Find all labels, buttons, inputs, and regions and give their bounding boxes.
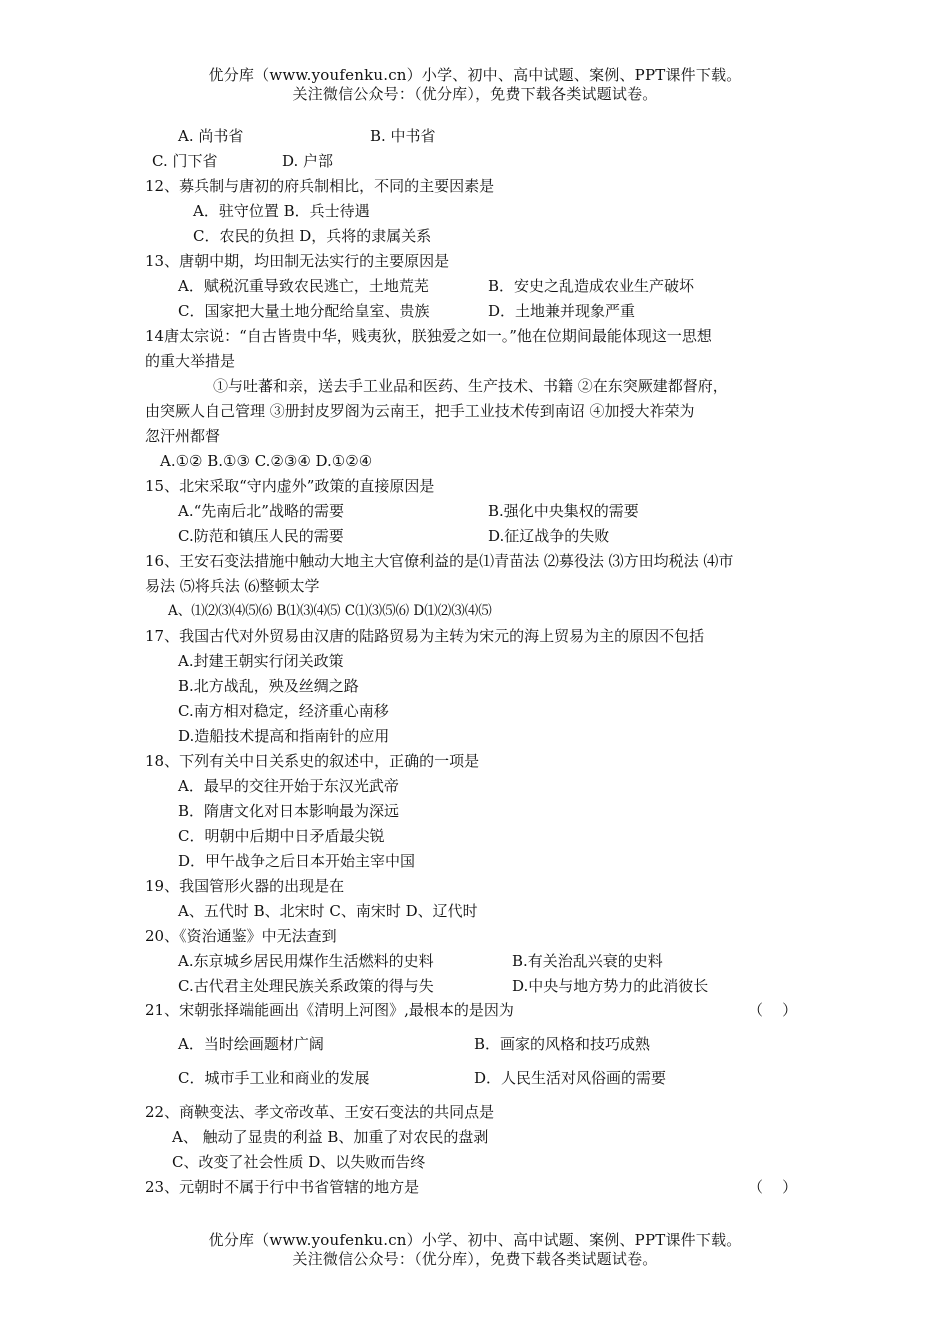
q11-option-c: C. 门下省 — [152, 152, 218, 170]
q18-option-d: D．甲午战争之后日本开始主宰中国 — [178, 852, 416, 870]
q16-stem-line-2: 易法 ⑸将兵法 ⑹整顿太学 — [145, 577, 320, 595]
q18-option-a: A．最早的交往开始于东汉光武帝 — [178, 777, 399, 795]
q14-stem-line-2: 的重大举措是 — [145, 352, 236, 370]
q11-option-b: B. 中书省 — [370, 127, 436, 145]
page-header-line-1: 优分库（www.youfenku.cn）小学、初中、高中试题、案例、PPT课件下载。 — [208, 66, 742, 84]
q17-option-d: D.造船技术提高和指南针的应用 — [178, 727, 390, 745]
q23-answer-blank: （ ） — [748, 1178, 798, 1196]
q20-option-c: C.古代君主处理民族关系政策的得与失 — [178, 977, 434, 995]
q16-stem-line-1: 16、王安石变法措施中触动大地主大官僚利益的是⑴青苗法 ⑵募役法 ⑶方田均税法 ⑷市 — [145, 552, 734, 570]
page-footer-line-1: 优分库（www.youfenku.cn）小学、初中、高中试题、案例、PPT课件下载。 — [208, 1231, 742, 1249]
q20-option-a: A.东京城乡居民用煤作生活燃料的史料 — [178, 952, 434, 970]
q17-option-b: B.北方战乱，殃及丝绸之路 — [178, 677, 359, 695]
q11-option-d: D. 户部 — [282, 152, 334, 170]
q13-stem: 13、唐朝中期，均田制无法实行的主要原因是 — [145, 252, 450, 270]
q15-option-c: C.防范和镇压人民的需要 — [178, 527, 344, 545]
q17-option-c: C.南方相对稳定，经济重心南移 — [178, 702, 389, 720]
q23-stem: 23、元朝时不属于行中书省管辖的地方是 — [145, 1178, 420, 1196]
q14-options: A.①② B.①③ C.②③④ D.①②④ — [160, 452, 373, 470]
page-footer-line-2: 关注微信公众号：（优分库），免费下载各类试题试卷。 — [292, 1250, 658, 1268]
q21-option-c: C．城市手工业和商业的发展 — [178, 1069, 370, 1087]
q18-stem: 18、下列有关中日关系史的叙述中，正确的一项是 — [145, 752, 480, 770]
q17-stem: 17、我国古代对外贸易由汉唐的陆路贸易为主转为宋元的海上贸易为主的原因不包括 — [145, 627, 705, 645]
q13-option-a: A．赋税沉重导致农民逃亡，土地荒芜 — [178, 277, 429, 295]
q14-items-line-3: 忽汗州都督 — [145, 427, 221, 445]
q15-stem: 15、北宋采取“守内虚外”政策的直接原因是 — [145, 477, 435, 495]
q17-option-a: A.封建王朝实行闭关政策 — [178, 652, 344, 670]
q21-option-a: A．当时绘画题材广阔 — [178, 1035, 324, 1053]
q14-items-line-2: 由突厥人自己管理 ③册封皮罗阁为云南王，把手工业技术传到南诏 ④加授大祚荣为 — [145, 402, 695, 420]
q22-options-ab: A、 触动了显贵的利益 B、加重了对农民的盘剥 — [172, 1128, 489, 1146]
q22-stem: 22、商鞅变法、孝文帝改革、王安石变法的共同点是 — [145, 1103, 495, 1121]
q19-options: A、五代时 B、北宋时 C、南宋时 D、辽代时 — [178, 902, 478, 920]
q21-stem: 21、宋朝张择端能画出《清明上河图》,最根本的是因为 — [145, 1001, 514, 1019]
q22-options-cd: C、改变了社会性质 D、以失败而告终 — [172, 1153, 426, 1171]
q12-stem: 12、募兵制与唐初的府兵制相比，不同的主要因素是 — [145, 177, 495, 195]
q13-option-d: D．土地兼并现象严重 — [488, 302, 636, 320]
q21-option-d: D．人民生活对风俗画的需要 — [474, 1069, 667, 1087]
q19-stem: 19、我国管形火器的出现是在 — [145, 877, 345, 895]
q18-option-b: B．隋唐文化对日本影响最为深远 — [178, 802, 400, 820]
q13-option-c: C．国家把大量土地分配给皇室、贵族 — [178, 302, 430, 320]
q15-option-b: B.强化中央集权的需要 — [488, 502, 639, 520]
q14-stem-line-1: 14唐太宗说：“自古皆贵中华，贱夷狄，朕独爱之如一。”他在位期间最能体现这一思想 — [145, 327, 712, 345]
q13-option-b: B．安史之乱造成农业生产破坏 — [488, 277, 695, 295]
q20-option-b: B.有关治乱兴衰的史料 — [512, 952, 663, 970]
q21-answer-blank: （ ） — [748, 1001, 798, 1019]
q15-option-d: D.征辽战争的失败 — [488, 527, 610, 545]
q21-option-b: B．画家的风格和技巧成熟 — [474, 1035, 651, 1053]
page-header-line-2: 关注微信公众号：（优分库），免费下载各类试题试卷。 — [292, 85, 658, 103]
q18-option-c: C．明朝中后期中日矛盾最尖锐 — [178, 827, 385, 845]
q20-option-d: D.中央与地方势力的此消彼长 — [512, 977, 709, 995]
q14-items-line-1: ①与吐蕃和亲，送去手工业品和医药、生产技术、书籍 ②在东突厥建都督府， — [213, 377, 728, 395]
q12-options-cd: C．农民的负担 D，兵将的隶属关系 — [193, 227, 432, 245]
q11-option-a: A. 尚书省 — [178, 127, 244, 145]
q16-options: A、⑴⑵⑶⑷⑸⑹ B⑴⑶⑷⑸ C⑴⑶⑸⑹ D⑴⑵⑶⑷⑸ — [168, 603, 492, 619]
q15-option-a: A.“先南后北”战略的需要 — [178, 502, 344, 520]
q20-stem: 20、《资治通鉴》中无法查到 — [145, 927, 337, 945]
q12-options-ab: A．驻守位置 B．兵士待遇 — [193, 202, 370, 220]
